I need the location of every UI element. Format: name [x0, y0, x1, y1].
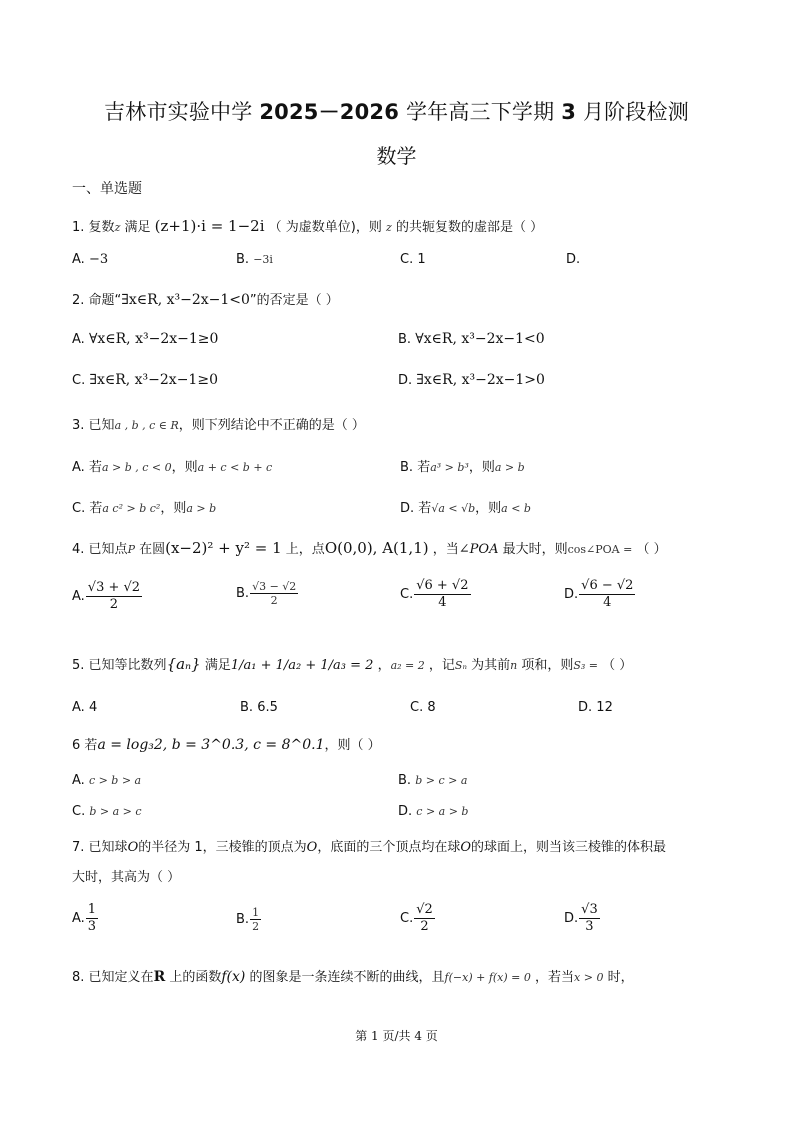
fraction [86, 580, 142, 613]
option-key: C. [400, 911, 414, 926]
option-text: ，则 [160, 501, 187, 516]
option-a [72, 580, 143, 613]
option-math: a < b [501, 502, 531, 515]
option-text: b > a > c [89, 805, 142, 818]
option-math: a > b , c < 0 [101, 461, 172, 474]
option-key: A. [72, 589, 85, 604]
denominator: 4 [603, 595, 612, 610]
q-math: cos∠POA = [567, 543, 633, 556]
option-key: C. [72, 373, 86, 388]
q-math: Sₙ [454, 659, 467, 672]
option-c [400, 252, 426, 267]
q-text: （ 为虚数单位)，则 [268, 220, 382, 235]
option-c [72, 497, 216, 516]
denominator: 2 [252, 920, 260, 933]
option-b [240, 700, 278, 715]
numerator: √3 + √2 [87, 580, 141, 595]
option-key: B. [398, 332, 412, 347]
q-math: R [153, 969, 166, 985]
q-math: 1/a₁ + 1/a₂ + 1/a₃ = 2 [230, 658, 374, 673]
q-text: 的共轭复数的虚部是（ ） [395, 220, 544, 235]
option-c [410, 700, 436, 715]
option-key: A. [72, 332, 85, 347]
question-7 [72, 836, 666, 855]
section-heading: 一、单选题 [72, 181, 142, 197]
option-c [400, 578, 472, 611]
question-2 [72, 289, 339, 308]
q-text: 上，点 [285, 542, 325, 557]
q-text: 的半径为 1，三棱锥的顶点为 [138, 840, 307, 855]
denominator: 2 [109, 597, 119, 612]
option-key: C. [400, 252, 414, 267]
q-text: 满足 [124, 220, 151, 235]
option-c [72, 372, 218, 388]
fraction [579, 578, 635, 611]
option-d [566, 252, 580, 267]
option-key: B. [400, 460, 414, 475]
option-key: D. [398, 804, 413, 819]
option-key: A. [72, 773, 85, 788]
option-b [398, 331, 545, 347]
option-math: a > b [494, 461, 525, 474]
q-math: {aₙ} [166, 655, 201, 673]
option-d [578, 700, 613, 715]
q-math: O [460, 840, 471, 855]
numerator: 1 [87, 902, 97, 917]
q-math: (z+1)·i = 1−2i [154, 217, 265, 235]
option-text: 4 [88, 700, 98, 715]
question-number: 5. [72, 658, 85, 673]
option-d [400, 497, 531, 516]
q-math: (x−2)² + y² = 1 [165, 539, 282, 557]
option-math: √a < √b [431, 502, 476, 515]
question-8 [72, 966, 634, 985]
option-text: b > c > a [415, 774, 468, 787]
subject-title: 数学 [376, 144, 417, 168]
option-text: 若 [88, 460, 102, 475]
option-b [236, 580, 299, 607]
q-math: a = log₃2, b = 3^0.3, c = 8^0.1 [97, 737, 325, 753]
numerator: √6 − √2 [581, 578, 634, 593]
option-text: ，则 [468, 460, 495, 475]
q-text: ”的否定是（ ） [249, 293, 339, 308]
q-math: S₃ = [573, 659, 598, 672]
q-math: f(−x) + f(x) = 0 [444, 971, 531, 984]
option-text: 12 [596, 700, 613, 715]
q-text: 已知等比数列 [88, 658, 167, 673]
option-key: C. [72, 501, 86, 516]
fraction [86, 902, 98, 935]
question-number: 2. [72, 293, 85, 308]
option-math: a c² > b c² [102, 502, 161, 515]
option-text: 6.5 [257, 700, 278, 715]
question-4 [72, 538, 667, 557]
option-key: C. [400, 587, 414, 602]
option-a [72, 773, 141, 788]
fraction [250, 580, 298, 607]
question-number: 3. [72, 418, 85, 433]
fraction [250, 906, 261, 933]
title-suffix: 月阶段检测 [582, 100, 689, 124]
option-text: 若 [89, 501, 103, 516]
q-math: P [127, 543, 135, 556]
q-math: x > 0 [574, 971, 604, 984]
page-footer: 第 1 页/共 4 页 [355, 1029, 438, 1043]
option-c [400, 902, 436, 935]
option-key: D. [564, 911, 579, 926]
q-math: ∃x∈R, x³−2x−1<0 [121, 292, 250, 308]
option-key: A. [72, 460, 85, 475]
title-month: 3 [561, 100, 577, 124]
option-text: ，则 [171, 460, 198, 475]
q-text: ，当 [432, 542, 459, 557]
option-text: ∀x∈R, x³−2x−1<0 [415, 331, 545, 347]
option-key: D. [566, 252, 581, 267]
q-text: ， [377, 658, 391, 673]
q-math: z [386, 221, 392, 234]
option-b [236, 252, 273, 267]
option-key: B. [398, 773, 412, 788]
q-text: 的图象是一条连续不断的曲线，且 [249, 970, 445, 985]
q-text: 已知定义在 [88, 970, 154, 985]
question-7-continued: 大时，其高为（ ） [72, 870, 181, 885]
option-text: c > a > b [416, 805, 469, 818]
option-key: A. [72, 911, 85, 926]
option-key: B. [236, 912, 250, 927]
q-math: O(0,0), A(1,1) [324, 539, 429, 557]
option-text: −3 [88, 252, 109, 267]
option-key: C. [72, 804, 86, 819]
question-number: 7. [72, 840, 85, 855]
title-year: 2025－2026 [259, 100, 400, 124]
option-text: 若 [417, 460, 431, 475]
option-math: a > b [186, 502, 217, 515]
q-math: a₂ = 2 [390, 659, 425, 672]
numerator: √3 [581, 902, 598, 917]
option-key: B. [240, 700, 254, 715]
title-term: 学年高三下学期 [405, 100, 555, 124]
option-d [564, 578, 636, 611]
question-number: 1. [72, 220, 85, 235]
q-text: 已知 [88, 418, 115, 433]
q-text: ，则（ ） [324, 738, 381, 753]
option-key: D. [398, 373, 413, 388]
option-text: 若 [418, 501, 432, 516]
q-text: ，底面的三个顶点均在球 [317, 840, 461, 855]
option-d [398, 804, 468, 819]
option-text: 8 [427, 700, 436, 715]
option-key: D. [578, 700, 593, 715]
denominator: 4 [438, 595, 447, 610]
option-key: B. [236, 586, 250, 601]
option-c [72, 804, 142, 819]
q-text: 复数 [88, 220, 115, 235]
numerator: √6 + √2 [416, 578, 469, 593]
fraction [579, 902, 600, 935]
q-text: 的球面上，则当该三棱锥的体积最 [471, 840, 667, 855]
q-text: ，记 [428, 658, 455, 673]
question-number: 6 [72, 738, 81, 753]
page-title [0, 96, 793, 126]
q-text: 时， [607, 970, 634, 985]
option-text: c > b > a [88, 774, 142, 787]
option-b [236, 906, 262, 933]
option-key: C. [410, 700, 424, 715]
denominator: 2 [270, 594, 278, 607]
option-math: a³ > b³ [430, 461, 469, 474]
option-b [400, 456, 525, 475]
option-a [72, 456, 272, 475]
title-school: 吉林市实验中学 [104, 100, 253, 124]
question-5 [72, 654, 632, 673]
q-math: a , b , c ∈ R [114, 419, 179, 432]
option-a [72, 902, 99, 935]
denominator: 3 [585, 919, 594, 934]
q-text: 命题“ [88, 293, 122, 308]
option-text: ∃x∈R, x³−2x−1>0 [416, 372, 545, 388]
question-1 [72, 216, 543, 235]
q-math: O [306, 840, 318, 855]
option-a [72, 252, 108, 267]
q-text: ，若当 [535, 970, 575, 985]
q-text: 为其前 [471, 658, 511, 673]
fraction [414, 578, 470, 611]
option-key: A. [72, 700, 85, 715]
q-math: z [114, 221, 121, 234]
option-b [398, 773, 467, 788]
q-text: 项和，则 [521, 658, 574, 673]
option-d [398, 372, 545, 388]
denominator: 3 [87, 919, 97, 934]
numerator: 1 [252, 906, 260, 919]
option-key: D. [400, 501, 415, 516]
q-text: 上的函数 [169, 970, 222, 985]
numerator: √2 [416, 902, 433, 917]
option-text: ，则 [475, 501, 502, 516]
q-math: ∠POA [458, 542, 499, 557]
question-number: 8. [72, 970, 85, 985]
q-text: 满足 [204, 658, 231, 673]
q-math: n [510, 659, 518, 672]
q-text: 已知点 [88, 542, 128, 557]
option-text: ∃x∈R, x³−2x−1≥0 [89, 372, 218, 388]
q-text: ，则下列结论中不正确的是（ ） [178, 418, 365, 433]
option-key: A. [72, 252, 85, 267]
option-d [564, 902, 601, 935]
option-text: 1 [417, 252, 426, 267]
q-text: （ ） [602, 658, 633, 673]
option-key: D. [564, 587, 579, 602]
numerator: √3 − √2 [252, 580, 297, 593]
q-math: f(x) [221, 969, 246, 985]
q-math: O [127, 840, 139, 855]
q-text: 已知球 [88, 840, 128, 855]
q-text: 最大时，则 [502, 542, 568, 557]
option-a [72, 331, 218, 347]
option-key: B. [236, 252, 250, 267]
option-text: ∀x∈R, x³−2x−1≥0 [88, 331, 219, 347]
question-6 [72, 734, 381, 753]
fraction [414, 902, 435, 935]
denominator: 2 [420, 919, 429, 934]
question-number: 4. [72, 542, 85, 557]
option-math: a + c < b + c [197, 461, 273, 474]
q-text: 若 [84, 738, 98, 753]
q-text: 在圆 [139, 542, 166, 557]
option-text: −3i [253, 253, 273, 266]
option-a [72, 700, 97, 715]
question-3 [72, 414, 365, 433]
q-text: （ ） [636, 542, 667, 557]
